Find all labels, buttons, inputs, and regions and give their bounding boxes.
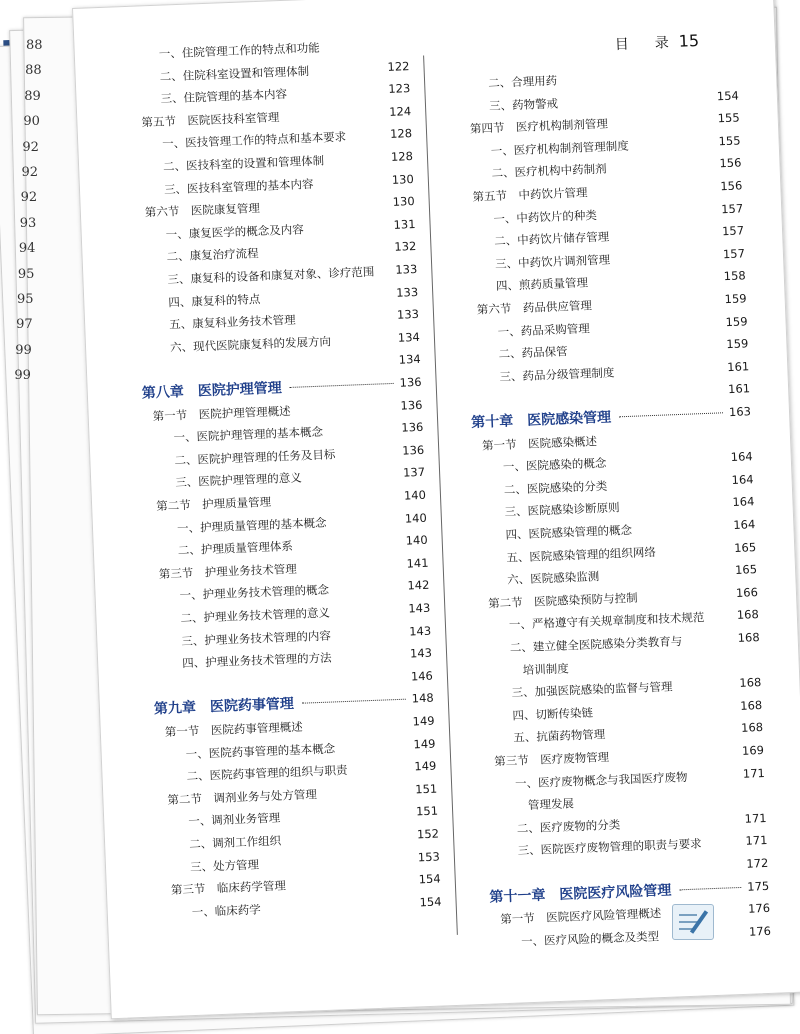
- toc-section: [164, 713, 435, 744]
- toc-page-number: 149: [414, 758, 437, 774]
- previous-page-number: 95: [17, 266, 35, 282]
- toc-page-number: 165: [733, 539, 757, 555]
- toc-item: [516, 810, 767, 840]
- toc-section: [481, 433, 598, 457]
- dot-leader: [619, 411, 723, 417]
- toc-entry-title: 一、药品采购管理: [497, 320, 590, 339]
- toc-chapter: [470, 404, 752, 435]
- toc-page-number: 157: [721, 223, 745, 239]
- toc-page-number: 136: [399, 374, 422, 390]
- toc-page-number: 137: [402, 465, 426, 481]
- toc-page-number: 143: [408, 623, 432, 639]
- toc-entry-title: 二、药品保管: [498, 344, 568, 362]
- toc-item: [500, 381, 751, 411]
- toc-item: [175, 465, 426, 495]
- toc-item: [504, 494, 755, 524]
- toc-page-number: 152: [416, 826, 440, 842]
- header-title: 目 录: [614, 34, 676, 54]
- toc-entry-title: 四、煎药质量管理: [495, 275, 589, 294]
- toc-page-number: 148: [411, 691, 434, 706]
- toc-entry-title: 三、药品分级管理制度: [499, 365, 615, 384]
- toc-entry-title: 一、医技管理工作的特点和基本要求: [162, 129, 347, 152]
- toc-item: [169, 329, 421, 359]
- toc-entry-title: 五、抗菌药物管理: [513, 727, 606, 745]
- toc-page-number: 154: [418, 871, 441, 887]
- toc-page-number: 169: [741, 742, 765, 758]
- toc-page-number: 146: [410, 668, 434, 684]
- toc-entry-title: 三、药物警戒: [488, 96, 559, 113]
- previous-page-number: 93: [19, 215, 37, 231]
- previous-page-number: 99: [15, 342, 32, 358]
- toc-entry-title: 二、康复治疗流程: [166, 246, 259, 264]
- toc-item: [177, 532, 428, 563]
- dot-leader: [302, 698, 406, 704]
- toc-entry-title: 五、医院感染管理的组织网络: [506, 544, 657, 565]
- toc-page-number: 128: [390, 149, 414, 164]
- toc-entry-title: 第一节 医院药事管理概述: [164, 719, 304, 739]
- toc-entry-title: 第二节 护理质量管理: [155, 494, 272, 514]
- toc-entry-title: 二、建立健全医院感染分类教育与: [509, 634, 683, 655]
- toc-page-number: 123: [388, 81, 411, 97]
- toc-item: [497, 313, 748, 343]
- toc-item: [491, 155, 742, 185]
- toc-section: [469, 110, 740, 141]
- dot-leader: [290, 382, 394, 388]
- toc-entry-title: 二、中药饮片储存管理: [493, 229, 610, 249]
- toc-entry-title: 第二节 调剂业务与处方管理: [167, 786, 318, 807]
- toc-page-number: 142: [407, 578, 430, 593]
- toc-entry-title: 二、医院护理管理的任务及目标: [174, 447, 336, 468]
- toc-page-number: 140: [403, 487, 427, 503]
- toc-page-number: 159: [725, 313, 748, 329]
- toc-entry-title: 一、医疗风险的概念及类型: [520, 928, 660, 949]
- toc-item: [186, 758, 437, 788]
- previous-page-number: 88: [25, 63, 42, 79]
- toc-entry-title: 二、医技科室的设置和管理体制: [162, 153, 325, 174]
- toc-page-number: 136: [401, 420, 424, 435]
- toc-item: [159, 58, 410, 88]
- toc-item: [502, 449, 753, 479]
- toc-page: [72, 0, 800, 1019]
- toc-page-number: 168: [739, 675, 762, 691]
- toc-entry-title: 二、调剂工作组织: [188, 833, 282, 852]
- toc-page-number: 156: [720, 178, 743, 194]
- toc-item: [487, 73, 558, 95]
- toc-item: [511, 675, 762, 705]
- toc-entry-title: 一、中药饮片的种类: [493, 207, 598, 226]
- toc-item: [171, 352, 421, 382]
- toc-item: [183, 668, 434, 698]
- previous-page-number: 97: [16, 317, 33, 333]
- toc-page-number: 164: [731, 471, 754, 487]
- toc-entry-title: 第九章 医院药事管理: [153, 696, 295, 718]
- toc-item: [514, 765, 766, 795]
- toc-section: [493, 742, 765, 773]
- toc-entry-title: 六、现代医院康复科的发展方向: [169, 334, 332, 355]
- toc-page-number: 171: [742, 765, 766, 781]
- toc-section: [152, 397, 423, 428]
- toc-entry-title: 四、医院感染管理的概念: [505, 522, 633, 542]
- toc-page-number: 134: [398, 352, 421, 368]
- toc-page-number: 154: [419, 894, 442, 910]
- toc-entry-title: 一、康复医学的概念及内容: [165, 222, 304, 242]
- toc-entry-title: 二、医院药事管理的组织与职责: [186, 763, 348, 784]
- toc-entry-title: 一、医院护理管理的基本概念: [173, 424, 324, 445]
- toc-entry-title: 二、住院科室设置和管理体制: [159, 63, 310, 84]
- toc-page-number: 136: [401, 442, 425, 458]
- dot-leader: [679, 886, 741, 890]
- toc-page-number: 163: [728, 404, 752, 420]
- toc-section: [167, 781, 438, 812]
- toc-item: [174, 442, 425, 472]
- toc-item: [181, 623, 432, 653]
- toc-page-number: 133: [396, 307, 420, 322]
- toc-entry-title: 第二节 医院感染预防与控制: [487, 590, 638, 611]
- toc-item: [507, 562, 758, 592]
- toc-entry-title: 第四节 医疗机构制剂管理: [469, 116, 609, 136]
- toc-entry-title: 三、护理业务技术管理的内容: [181, 628, 332, 648]
- previous-page-number: 94: [18, 241, 36, 257]
- toc-page-number: 176: [747, 901, 771, 916]
- toc-page-number: 155: [717, 110, 740, 126]
- toc-item: [493, 200, 744, 231]
- toc-page-number: 171: [744, 810, 767, 826]
- toc-entry-title: 三、医院感染诊断原则: [504, 500, 620, 520]
- toc-entry-title: 一、医院药事管理的基本概念: [185, 741, 336, 761]
- toc-entry-title: 第十章 医院感染管理: [470, 409, 612, 431]
- toc-page-number: 151: [415, 803, 439, 819]
- toc-section: [500, 901, 771, 931]
- toc-entry-title: 一、护理质量管理的基本概念: [176, 515, 327, 535]
- toc-entry-title: 二、护理质量管理体系: [177, 539, 294, 558]
- toc-section: [487, 584, 759, 615]
- previous-page-number: 92: [22, 139, 39, 155]
- previous-page-number: 99: [14, 368, 31, 384]
- toc-item: [512, 697, 763, 727]
- toc-entry-title: 二、医院感染的分类: [503, 478, 608, 497]
- toc-item: [520, 923, 772, 953]
- toc-page-number: 132: [394, 239, 417, 255]
- toc-page-number: 143: [409, 645, 433, 661]
- toc-section: [141, 103, 412, 134]
- toc-page-number: 149: [413, 736, 436, 752]
- toc-entry-title: 三、医院医疗废物管理的职责与要求: [517, 836, 702, 858]
- toc-entry-title: 三、处方管理: [189, 857, 260, 874]
- toc-page-number: 157: [722, 246, 746, 261]
- toc-item: [158, 40, 320, 66]
- toc-page-number: 168: [736, 607, 760, 623]
- toc-page-number: 149: [412, 713, 435, 729]
- toc-page-number: 151: [414, 781, 438, 797]
- toc-page-number: 175: [746, 878, 770, 894]
- toc-item: [191, 894, 442, 924]
- toc-entry-title: 三、医技科室管理的基本内容: [163, 176, 314, 197]
- toc-entry-title: 一、医院感染的概念: [502, 456, 607, 474]
- notepad-pen-icon: [672, 904, 714, 940]
- toc-page-number: 164: [732, 494, 755, 510]
- toc-page-number: 168: [737, 630, 760, 645]
- toc-entry-title: 一、医疗机构制剂管理制度: [490, 138, 629, 158]
- toc-page-number: 172: [746, 855, 769, 871]
- toc-item: [181, 645, 433, 675]
- toc-page-number: 153: [417, 849, 441, 864]
- toc-section: [170, 871, 441, 902]
- toc-item: [162, 149, 414, 179]
- toc-entry-title: 三、康复科的设备和康复对象、诊疗范围: [167, 264, 375, 287]
- toc-entry-title: 第三节 临床药学管理: [170, 878, 287, 898]
- toc-item: [168, 307, 420, 337]
- toc-item: [499, 359, 750, 389]
- toc-item: [188, 826, 440, 856]
- toc-item: [185, 736, 436, 766]
- toc-page-number: 131: [393, 216, 416, 232]
- previous-page-number: 92: [20, 190, 38, 206]
- column-divider: [423, 56, 458, 935]
- toc-entry-title: 第一节 医院护理管理概述: [152, 403, 291, 423]
- toc-page-number: 154: [716, 88, 740, 103]
- toc-entry-title: 第一节 医院感染概述: [481, 433, 598, 453]
- toc-entry-title: 第六节 药品供应管理: [476, 298, 593, 317]
- toc-entry-title: 三、住院管理的基本内容: [160, 87, 288, 106]
- toc-item: [493, 223, 745, 253]
- previous-page-number: 92: [21, 165, 39, 180]
- toc-item: [495, 268, 746, 298]
- toc-entry-title: 第八章 医院护理管理: [141, 380, 283, 402]
- toc-entry-title: 一、调剂业务管理: [188, 810, 281, 829]
- toc-entry-title: 二、合理用药: [487, 73, 558, 91]
- toc-page-number: 168: [740, 697, 763, 713]
- previous-page-number: 90: [23, 114, 40, 130]
- toc-page-number: 158: [723, 268, 746, 284]
- toc-page-number: 130: [392, 194, 415, 210]
- toc-chapter: [141, 374, 422, 406]
- toc-page-number: 122: [387, 58, 410, 74]
- toc-page-number: 128: [389, 126, 413, 142]
- toc-page-number: 130: [391, 171, 415, 187]
- toc-entry-title: 三、中药饮片调剂管理: [494, 252, 611, 271]
- toc-entry-title: 第五节 医院医技科室管理: [141, 109, 280, 130]
- toc-item: [165, 216, 416, 246]
- toc-item: [522, 661, 569, 682]
- toc-page-number: 124: [388, 103, 412, 119]
- toc-item: [513, 720, 764, 750]
- toc-section: [155, 487, 427, 518]
- toc-entry-title: 三、加强医院感染的监督与管理: [511, 679, 673, 700]
- toc-entry-title: 第十一章 医院医疗风险管理: [489, 882, 672, 906]
- toc-entry-title: 四、切断传染链: [512, 705, 594, 723]
- toc-page-number: 168: [740, 720, 764, 736]
- toc-item: [173, 420, 424, 450]
- toc-page-number: 159: [724, 291, 747, 307]
- toc-item: [166, 239, 417, 269]
- toc-item: [508, 607, 760, 637]
- toc-page-number: 155: [718, 133, 741, 149]
- toc-entry-title: 六、医院感染监测: [507, 569, 600, 587]
- toc-page-number: 176: [748, 923, 772, 939]
- toc-item: [163, 171, 415, 201]
- toc-item: [518, 855, 769, 886]
- toc-item: [188, 803, 439, 834]
- toc-entry-title: 一、护理业务技术管理的概念: [179, 582, 330, 603]
- toc-entry-title: 培训制度: [522, 661, 569, 677]
- toc-entry-title: 第五节 中药饮片管理: [472, 185, 588, 204]
- toc-page-number: 171: [745, 833, 768, 849]
- toc-item: [179, 578, 430, 608]
- toc-entry-title: 二、医疗机构中药制剂: [491, 161, 607, 181]
- toc-page-number: 143: [408, 600, 431, 616]
- toc-entry-title: 一、临床药学: [191, 902, 262, 919]
- toc-item: [498, 336, 749, 366]
- toc-item: [160, 81, 411, 111]
- page-header: [614, 31, 699, 54]
- toc-entry-title: 一、严格遵守有关规章制度和技术规范: [508, 610, 705, 633]
- header-page-number: 15: [678, 30, 700, 51]
- toc-entry-title: 三、医院护理管理的意义: [175, 470, 302, 490]
- toc-entry-title: 第一节 医院医疗风险管理概述: [500, 906, 662, 927]
- toc-page-number: 133: [395, 284, 419, 300]
- toc-page-number: 136: [400, 397, 423, 413]
- toc-item: [503, 471, 754, 502]
- toc-entry-title: 第三节 护理业务技术管理: [158, 561, 297, 581]
- toc-page-number: 165: [734, 562, 758, 578]
- toc-entry-title: 四、护理业务技术管理的方法: [181, 650, 332, 671]
- toc-item: [509, 630, 760, 660]
- toc-item: [505, 517, 756, 547]
- toc-page-number: 156: [719, 155, 742, 171]
- toc-item: [167, 261, 418, 292]
- toc-item: [168, 284, 419, 314]
- toc-page-number: 161: [726, 359, 750, 374]
- toc-entry-title: 一、住院管理工作的特点和功能: [158, 40, 320, 61]
- previous-page-number: 89: [24, 88, 41, 104]
- toc-page-number: 164: [730, 449, 753, 465]
- toc-item: [162, 126, 413, 156]
- toc-page-number: 134: [397, 329, 421, 345]
- toc-page-number: 133: [395, 261, 418, 277]
- toc-item: [490, 133, 741, 163]
- toc-entry-title: 第六节 医院康复管理: [144, 201, 261, 220]
- toc-item: [506, 539, 757, 569]
- toc-entry-title: 管理发展: [527, 796, 575, 813]
- toc-page-number: 164: [733, 517, 756, 532]
- previous-page-number: 95: [17, 292, 34, 307]
- toc-page-number: 157: [720, 200, 744, 216]
- toc-entry-title: 第三节 医疗废物管理: [493, 749, 610, 769]
- toc-page-number: 166: [735, 584, 759, 600]
- toc-page-number: 161: [727, 381, 751, 397]
- toc-item: [180, 600, 431, 630]
- toc-item: [517, 833, 768, 863]
- toc-page-number: 159: [726, 336, 749, 352]
- previous-page-number: 88: [26, 38, 43, 53]
- toc-entry-title: 四、康复科的特点: [168, 291, 261, 310]
- toc-page-number: 140: [404, 510, 428, 526]
- toc-entry-title: 五、康复科业务技术管理: [168, 312, 296, 332]
- toc-section: [476, 291, 747, 322]
- toc-item: [176, 510, 428, 540]
- toc-page-number: 141: [406, 555, 429, 571]
- toc-item: [527, 796, 575, 817]
- toc-page-number: 140: [405, 532, 428, 548]
- toc-entry-title: 一、医疗废物概念与我国医疗废物: [514, 769, 688, 791]
- toc-entry-title: 二、医疗废物的分类: [516, 817, 621, 836]
- toc-entry-title: 二、护理业务技术管理的意义: [180, 605, 331, 626]
